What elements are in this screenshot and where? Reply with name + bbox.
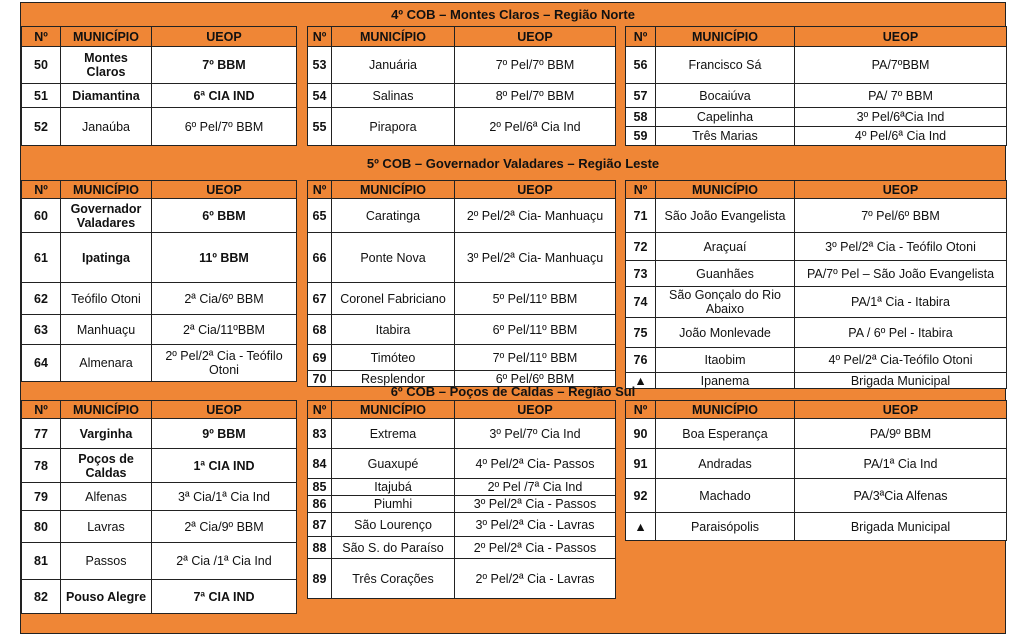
row-number: 74	[626, 287, 656, 318]
municipio-cell: Coronel Fabriciano	[332, 283, 455, 315]
section-table-group	[21, 180, 297, 382]
row-number: 52	[22, 108, 61, 146]
ueop-cell: 6º Pel/6º BBM	[455, 371, 616, 387]
table-row	[22, 47, 297, 84]
municipio-cell: Ponte Nova	[332, 233, 455, 283]
row-number: 75	[626, 318, 656, 348]
section-table-group	[21, 400, 297, 614]
municipio-cell: Itajubá	[332, 479, 455, 496]
municipio-cell: Lavras	[61, 511, 152, 543]
table-header-row	[22, 181, 297, 199]
ueop-cell: 7º Pel/6º BBM	[795, 199, 1007, 233]
municipio-cell: São S. do Paraíso	[332, 537, 455, 559]
municipio-cell: Guaxupé	[332, 449, 455, 479]
ueop-cell: 4º Pel/2ª Cia-Teófilo Otoni	[795, 348, 1007, 373]
ueop-cell: Brigada Municipal	[795, 373, 1007, 389]
section-table-group	[625, 26, 1007, 146]
number-header: Nº	[22, 401, 61, 419]
municipio-cell: Janaúba	[61, 108, 152, 146]
data-table	[625, 26, 1007, 146]
row-number: 81	[22, 543, 61, 580]
table-row	[308, 84, 616, 108]
table-row	[308, 233, 616, 283]
ueop-cell: 6º BBM	[152, 199, 297, 233]
table-row	[308, 419, 616, 449]
table-row	[22, 199, 297, 233]
ueop-header: UEOP	[152, 401, 297, 419]
row-number: 68	[308, 315, 332, 345]
number-header: Nº	[626, 181, 656, 199]
municipio-cell: Araçuaí	[656, 233, 795, 261]
ueop-cell: 2º Pel/2ª Cia - Lavras	[455, 559, 616, 599]
ueop-cell: 3º Pel/6ªCia Ind	[795, 108, 1007, 127]
section-table-group	[307, 400, 616, 599]
row-number: 66	[308, 233, 332, 283]
section-title: 5º COB – Governador Valadares – Região Leste	[366, 156, 660, 171]
row-number: 65	[308, 199, 332, 233]
municipio-header: MUNICÍPIO	[332, 181, 455, 199]
table-row	[308, 513, 616, 537]
row-number: 67	[308, 283, 332, 315]
municipio-cell: Manhuaçu	[61, 315, 152, 345]
table-row	[22, 543, 297, 580]
data-table	[625, 180, 1007, 389]
row-number: 69	[308, 345, 332, 371]
ueop-cell: PA/3ªCia Alfenas	[795, 479, 1007, 513]
row-number: 85	[308, 479, 332, 496]
row-number: ▲	[626, 373, 656, 389]
ueop-cell: 7º Pel/7º BBM	[455, 47, 616, 84]
section-table-group	[625, 180, 1007, 389]
table-header-row	[22, 27, 297, 47]
data-table	[21, 180, 297, 382]
ueop-cell: 2º Pel/2ª Cia - Teófilo Otoni	[152, 345, 297, 382]
table-row	[626, 199, 1007, 233]
table-row	[626, 287, 1007, 318]
table-row	[22, 419, 297, 449]
table-row	[22, 483, 297, 511]
row-number: 57	[626, 84, 656, 108]
municipio-cell: Itabira	[332, 315, 455, 345]
row-number: 62	[22, 283, 61, 315]
table-row	[22, 315, 297, 345]
table-row	[22, 511, 297, 543]
ueop-cell: 3º Pel/2ª Cia - Passos	[455, 496, 616, 513]
table-header-row	[308, 27, 616, 47]
ueop-cell: 11º BBM	[152, 233, 297, 283]
row-number: 84	[308, 449, 332, 479]
municipio-header: MUNICÍPIO	[656, 181, 795, 199]
municipio-cell: Poços de Caldas	[61, 449, 152, 483]
ueop-cell: PA/7º Pel – São João Evangelista	[795, 261, 1007, 287]
municipio-cell: Paraisópolis	[656, 513, 795, 541]
table-row	[308, 199, 616, 233]
table-header-row	[308, 181, 616, 199]
ueop-cell: PA/9º BBM	[795, 419, 1007, 449]
municipio-cell: Montes Claros	[61, 47, 152, 84]
number-header: Nº	[308, 27, 332, 47]
ueop-header: UEOP	[455, 401, 616, 419]
municipio-cell: Itaobim	[656, 348, 795, 373]
row-number: 58	[626, 108, 656, 127]
row-number: 56	[626, 47, 656, 84]
row-number: 63	[22, 315, 61, 345]
table-row	[626, 449, 1007, 479]
ueop-header: UEOP	[795, 27, 1007, 47]
table-header-row	[626, 27, 1007, 47]
table-row	[626, 479, 1007, 513]
municipio-cell: Três Corações	[332, 559, 455, 599]
number-header: Nº	[626, 27, 656, 47]
ueop-cell: 3º Pel/7º Cia Ind	[455, 419, 616, 449]
document-table	[20, 2, 1006, 634]
number-header: Nº	[308, 181, 332, 199]
table-row	[308, 315, 616, 345]
municipio-cell: Ipatinga	[61, 233, 152, 283]
ueop-cell: PA/1ª Cia Ind	[795, 449, 1007, 479]
table-row	[308, 479, 616, 496]
row-number: 64	[22, 345, 61, 382]
row-number: 86	[308, 496, 332, 513]
row-number: 78	[22, 449, 61, 483]
ueop-cell: 3º Pel/2ª Cia- Manhuaçu	[455, 233, 616, 283]
municipio-cell: Almenara	[61, 345, 152, 382]
row-number: ▲	[626, 513, 656, 541]
municipio-cell: Diamantina	[61, 84, 152, 108]
row-number: 51	[22, 84, 61, 108]
ueop-cell: 6º Pel/11º BBM	[455, 315, 616, 345]
municipio-cell: Machado	[656, 479, 795, 513]
municipio-cell: Varginha	[61, 419, 152, 449]
municipio-header: MUNICÍPIO	[61, 401, 152, 419]
row-number: 76	[626, 348, 656, 373]
section-title: 6º COB – Poços de Caldas – Região Sul	[390, 384, 636, 399]
municipio-cell: Salinas	[332, 84, 455, 108]
table-row	[22, 233, 297, 283]
ueop-cell: 2ª Cia/9º BBM	[152, 511, 297, 543]
municipio-cell: Pouso Alegre	[61, 580, 152, 614]
municipio-header: MUNICÍPIO	[656, 27, 795, 47]
municipio-cell: São João Evangelista	[656, 199, 795, 233]
municipio-cell: Alfenas	[61, 483, 152, 511]
ueop-cell: 2º Pel/6ª Cia Ind	[455, 108, 616, 146]
municipio-header: MUNICÍPIO	[61, 27, 152, 47]
ueop-cell: 2º Pel/2ª Cia - Passos	[455, 537, 616, 559]
table-row	[22, 345, 297, 382]
table-header-row	[626, 181, 1007, 199]
number-header: Nº	[626, 401, 656, 419]
municipio-cell: São Gonçalo do Rio Abaixo	[656, 287, 795, 318]
table-row	[308, 449, 616, 479]
table-row	[308, 345, 616, 371]
municipio-cell: Capelinha	[656, 108, 795, 127]
municipio-cell: Teófilo Otoni	[61, 283, 152, 315]
table-row	[626, 318, 1007, 348]
ueop-header: UEOP	[152, 27, 297, 47]
table-row	[308, 283, 616, 315]
ueop-header: UEOP	[455, 27, 616, 47]
table-row	[22, 283, 297, 315]
row-number: 87	[308, 513, 332, 537]
table-row	[626, 47, 1007, 84]
table-row	[308, 496, 616, 513]
ueop-cell: 2ª Cia /1ª Cia Ind	[152, 543, 297, 580]
municipio-cell: Guanhães	[656, 261, 795, 287]
table-row	[626, 419, 1007, 449]
row-number: 88	[308, 537, 332, 559]
ueop-cell: 7ª CIA IND	[152, 580, 297, 614]
number-header: Nº	[22, 27, 61, 47]
municipio-cell: Andradas	[656, 449, 795, 479]
table-header-row	[308, 401, 616, 419]
ueop-header: UEOP	[795, 181, 1007, 199]
municipio-cell: Três Marias	[656, 127, 795, 146]
table-row	[626, 233, 1007, 261]
municipio-header: MUNICÍPIO	[332, 401, 455, 419]
municipio-header: MUNICÍPIO	[656, 401, 795, 419]
table-row	[308, 108, 616, 146]
table-row	[308, 537, 616, 559]
ueop-cell: 2ª Cia/11ºBBM	[152, 315, 297, 345]
row-number: 55	[308, 108, 332, 146]
ueop-cell: 5º Pel/11º BBM	[455, 283, 616, 315]
row-number: 79	[22, 483, 61, 511]
section-table-group	[21, 26, 297, 146]
ueop-cell: 9º BBM	[152, 419, 297, 449]
table-row	[308, 559, 616, 599]
row-number: 83	[308, 419, 332, 449]
table-row	[22, 84, 297, 108]
table-row	[626, 513, 1007, 541]
row-number: 90	[626, 419, 656, 449]
ueop-cell: 6º Pel/7º BBM	[152, 108, 297, 146]
ueop-cell: 6ª CIA IND	[152, 84, 297, 108]
ueop-header: UEOP	[795, 401, 1007, 419]
table-row	[626, 127, 1007, 146]
data-table	[625, 400, 1007, 541]
section-table-group	[307, 26, 616, 146]
row-number: 82	[22, 580, 61, 614]
row-number: 53	[308, 47, 332, 84]
municipio-cell: Francisco Sá	[656, 47, 795, 84]
ueop-cell: 4º Pel/2ª Cia- Passos	[455, 449, 616, 479]
ueop-cell: 2ª Cia/6º BBM	[152, 283, 297, 315]
table-row	[22, 449, 297, 483]
table-row	[308, 47, 616, 84]
row-number: 61	[22, 233, 61, 283]
row-number: 50	[22, 47, 61, 84]
row-number: 89	[308, 559, 332, 599]
ueop-cell: 3º Pel/2ª Cia - Lavras	[455, 513, 616, 537]
row-number: 71	[626, 199, 656, 233]
data-table	[307, 400, 616, 599]
municipio-cell: Pirapora	[332, 108, 455, 146]
table-header-row	[626, 401, 1007, 419]
municipio-cell: Januária	[332, 47, 455, 84]
municipio-header: MUNICÍPIO	[332, 27, 455, 47]
municipio-cell: Boa Esperança	[656, 419, 795, 449]
ueop-cell: PA / 6º Pel - Itabira	[795, 318, 1007, 348]
row-number: 91	[626, 449, 656, 479]
number-header: Nº	[22, 181, 61, 199]
ueop-header: UEOP	[152, 181, 297, 199]
ueop-cell: 4º Pel/6ª Cia Ind	[795, 127, 1007, 146]
ueop-header: UEOP	[455, 181, 616, 199]
municipio-cell: Passos	[61, 543, 152, 580]
municipio-cell: João Monlevade	[656, 318, 795, 348]
municipio-cell: Resplendor	[332, 371, 455, 387]
ueop-cell: 3º Pel/2ª Cia - Teófilo Otoni	[795, 233, 1007, 261]
municipio-cell: Extrema	[332, 419, 455, 449]
table-row	[626, 108, 1007, 127]
municipio-cell: São Lourenço	[332, 513, 455, 537]
row-number: 59	[626, 127, 656, 146]
ueop-cell: Brigada Municipal	[795, 513, 1007, 541]
table-row	[22, 108, 297, 146]
municipio-cell: Ipanema	[656, 373, 795, 389]
municipio-cell: Timóteo	[332, 345, 455, 371]
ueop-cell: 3ª Cia/1ª Cia Ind	[152, 483, 297, 511]
row-number: 70	[308, 371, 332, 387]
table-row	[626, 84, 1007, 108]
section-table-group	[307, 180, 616, 387]
data-table	[307, 26, 616, 146]
section-title: 4º COB – Montes Claros – Região Norte	[391, 7, 635, 22]
municipio-cell: Bocaiúva	[656, 84, 795, 108]
table-header-row	[22, 401, 297, 419]
municipio-header: MUNICÍPIO	[61, 181, 152, 199]
data-table	[21, 400, 297, 614]
municipio-cell: Piumhi	[332, 496, 455, 513]
table-row	[626, 261, 1007, 287]
ueop-cell: 7º BBM	[152, 47, 297, 84]
number-header: Nº	[308, 401, 332, 419]
row-number: 54	[308, 84, 332, 108]
table-row	[22, 580, 297, 614]
ueop-cell: PA/ 7º BBM	[795, 84, 1007, 108]
municipio-cell: Governador Valadares	[61, 199, 152, 233]
ueop-cell: PA/7ºBBM	[795, 47, 1007, 84]
municipio-cell: Caratinga	[332, 199, 455, 233]
row-number: 60	[22, 199, 61, 233]
ueop-cell: 2º Pel/2ª Cia- Manhuaçu	[455, 199, 616, 233]
ueop-cell: 7º Pel/11º BBM	[455, 345, 616, 371]
ueop-cell: 1ª CIA IND	[152, 449, 297, 483]
data-table	[307, 180, 616, 387]
data-table	[21, 26, 297, 146]
ueop-cell: PA/1ª Cia - Itabira	[795, 287, 1007, 318]
ueop-cell: 8º Pel/7º BBM	[455, 84, 616, 108]
ueop-cell: 2º Pel /7ª Cia Ind	[455, 479, 616, 496]
table-row	[626, 348, 1007, 373]
row-number: 77	[22, 419, 61, 449]
row-number: 80	[22, 511, 61, 543]
row-number: 92	[626, 479, 656, 513]
section-table-group	[625, 400, 1007, 541]
row-number: 72	[626, 233, 656, 261]
row-number: 73	[626, 261, 656, 287]
